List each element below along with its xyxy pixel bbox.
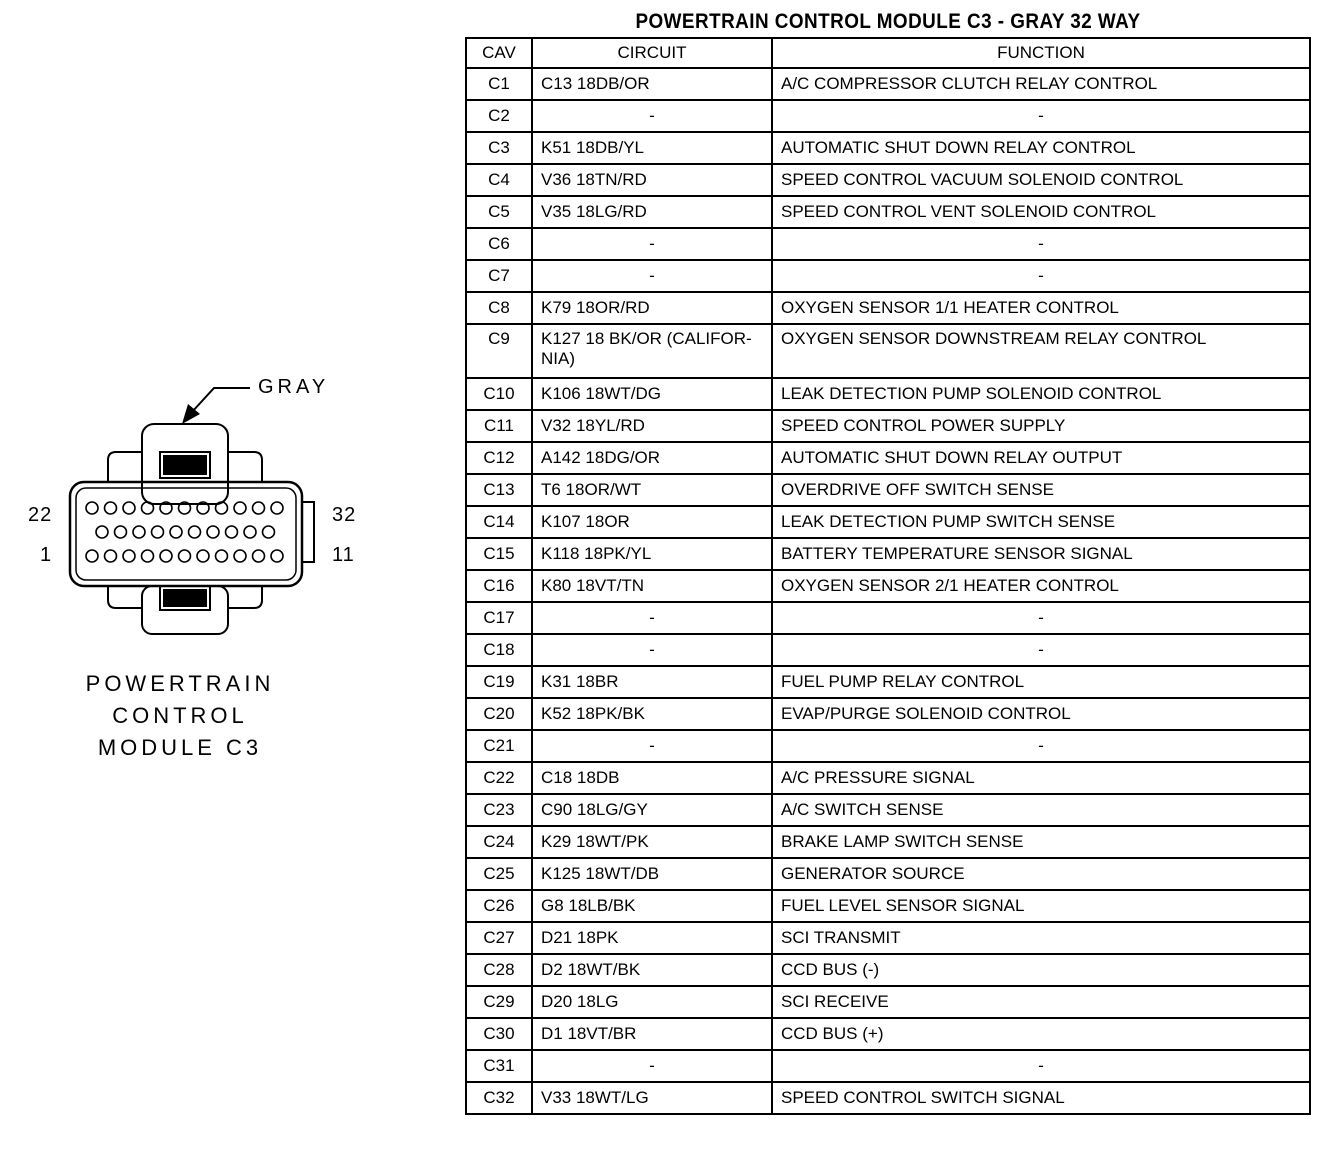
circuit-cell: D21 18PK [532,922,772,954]
circuit-cell: K106 18WT/DG [532,378,772,410]
cav-cell: C6 [466,228,532,260]
connector-pin [226,526,238,538]
function-cell: - [772,602,1310,634]
cav-cell: C23 [466,794,532,826]
circuit-cell: - [532,228,772,260]
circuit-cell: K29 18WT/PK [532,826,772,858]
function-cell: SCI RECEIVE [772,986,1310,1018]
cav-cell: C32 [466,1082,532,1114]
circuit-cell: K79 18OR/RD [532,292,772,324]
table-row [466,762,1310,794]
circuit-cell: K118 18PK/YL [532,538,772,570]
connector-pin [142,502,154,514]
circuit-cell: - [532,100,772,132]
circuit-cell: T6 18OR/WT [532,474,772,506]
cav-cell: C31 [466,1050,532,1082]
cav-cell: C26 [466,890,532,922]
cav-cell: C30 [466,1018,532,1050]
connector-pin [263,526,275,538]
cav-cell: C15 [466,538,532,570]
connector-pin [189,526,201,538]
caption-line: CONTROL [112,703,248,728]
table-row [466,132,1310,164]
cav-cell: C24 [466,826,532,858]
connector-pin [170,526,182,538]
table-row [466,570,1310,602]
cav-cell: C1 [466,68,532,100]
function-cell: - [772,228,1310,260]
connector-pin [234,502,246,514]
table-row [466,1050,1310,1082]
table-row [466,410,1310,442]
circuit-cell: - [532,602,772,634]
table-row [466,474,1310,506]
table-row [466,68,1310,100]
cav-cell: C2 [466,100,532,132]
function-cell: SPEED CONTROL VENT SOLENOID CONTROL [772,196,1310,228]
cav-cell: C9 [466,324,532,378]
circuit-cell: - [532,730,772,762]
cav-cell: C17 [466,602,532,634]
circuit-cell: V36 18TN/RD [532,164,772,196]
circuit-cell: V33 18WT/LG [532,1082,772,1114]
cav-cell: C29 [466,986,532,1018]
cav-cell: C7 [466,260,532,292]
caption-line: MODULE C3 [97,735,263,760]
cav-cell: C28 [466,954,532,986]
connector-diagram [0,360,440,780]
function-cell: EVAP/PURGE SOLENOID CONTROL [772,698,1310,730]
table-body [466,68,1310,1114]
cav-cell: C25 [466,858,532,890]
cav-cell: C12 [466,442,532,474]
connector-pin [142,550,154,562]
table-row [466,858,1310,890]
function-cell: CCD BUS (-) [772,954,1310,986]
cav-cell: C20 [466,698,532,730]
circuit-cell: D2 18WT/BK [532,954,772,986]
function-cell: SPEED CONTROL VACUUM SOLENOID CONTROL [772,164,1310,196]
cav-cell: C4 [466,164,532,196]
cav-cell: C18 [466,634,532,666]
circuit-cell: K52 18PK/BK [532,698,772,730]
table-row [466,730,1310,762]
connector-caption [60,668,300,764]
table-row [466,442,1310,474]
cav-cell: C22 [466,762,532,794]
function-cell: LEAK DETECTION PUMP SWITCH SENSE [772,506,1310,538]
table-row [466,1018,1310,1050]
circuit-cell: A142 18DG/OR [532,442,772,474]
connector-pin [271,502,283,514]
table-row [466,954,1310,986]
table-row [466,634,1310,666]
header-function: FUNCTION [772,38,1310,68]
table-row [466,378,1310,410]
circuit-cell: K125 18WT/DB [532,858,772,890]
function-cell: A/C PRESSURE SIGNAL [772,762,1310,794]
circuit-cell: D1 18VT/BR [532,1018,772,1050]
circuit-cell: V35 18LG/RD [532,196,772,228]
connector-pin [253,502,265,514]
connector-pin [197,550,209,562]
table-row [466,324,1310,378]
connector-color-label: GRAY [258,376,330,398]
cav-cell: C3 [466,132,532,164]
pin-label-11: 11 [332,544,355,566]
cav-cell: C11 [466,410,532,442]
function-cell: - [772,260,1310,292]
table-row [466,890,1310,922]
connector-pin [216,550,228,562]
table-row [466,164,1310,196]
function-cell: SCI TRANSMIT [772,922,1310,954]
connector-pin [133,526,145,538]
connector-pin [253,550,265,562]
function-cell: SPEED CONTROL SWITCH SIGNAL [772,1082,1310,1114]
circuit-cell: C90 18LG/GY [532,794,772,826]
function-cell: OXYGEN SENSOR 2/1 HEATER CONTROL [772,570,1310,602]
pin-label-32: 32 [332,504,357,526]
function-cell: LEAK DETECTION PUMP SOLENOID CONTROL [772,378,1310,410]
table-row [466,228,1310,260]
table-header-row [466,38,1310,68]
pin-label-22: 22 [28,504,53,526]
connector-pin [179,550,191,562]
cav-cell: C5 [466,196,532,228]
cav-cell: C14 [466,506,532,538]
connector-pin [123,502,135,514]
function-cell: CCD BUS (+) [772,1018,1310,1050]
caption-line: POWERTRAIN [85,671,275,696]
connector-pin [115,526,127,538]
header-circuit: CIRCUIT [532,38,772,68]
cav-cell: C21 [466,730,532,762]
connector-pin [105,550,117,562]
connector-pin [86,502,98,514]
function-cell: BRAKE LAMP SWITCH SENSE [772,826,1310,858]
circuit-cell: - [532,1050,772,1082]
connector-pin [96,526,108,538]
connector-pin [105,502,117,514]
connector-pin [271,550,283,562]
table-title: POWERTRAIN CONTROL MODULE C3 - GRAY 32 WAY [635,10,1141,33]
cav-cell: C8 [466,292,532,324]
circuit-cell: K80 18VT/TN [532,570,772,602]
connector-drawing [0,360,440,660]
function-cell: FUEL LEVEL SENSOR SIGNAL [772,890,1310,922]
connector-pin [152,526,164,538]
table-row [466,666,1310,698]
function-cell: - [772,1050,1310,1082]
function-cell: OXYGEN SENSOR 1/1 HEATER CONTROL [772,292,1310,324]
table-row [466,826,1310,858]
function-cell: A/C SWITCH SENSE [772,794,1310,826]
circuit-cell: - [532,634,772,666]
table-row [466,986,1310,1018]
table-row [466,698,1310,730]
table-row [466,538,1310,570]
connector-pin [123,550,135,562]
circuit-cell: G8 18LB/BK [532,890,772,922]
table-row [466,506,1310,538]
function-cell: BATTERY TEMPERATURE SENSOR SIGNAL [772,538,1310,570]
circuit-cell: K127 18 BK/OR (CALIFOR-NIA) [532,324,772,378]
function-cell: - [772,100,1310,132]
function-cell: - [772,634,1310,666]
connector-pin [207,526,219,538]
cav-cell: C13 [466,474,532,506]
function-cell: A/C COMPRESSOR CLUTCH RELAY CONTROL [772,68,1310,100]
cav-cell: C16 [466,570,532,602]
circuit-cell: K31 18BR [532,666,772,698]
circuit-cell: V32 18YL/RD [532,410,772,442]
table-row [466,922,1310,954]
header-cav: CAV [466,38,532,68]
table-row [466,100,1310,132]
table-row [466,196,1310,228]
cav-cell: C19 [466,666,532,698]
circuit-cell: C18 18DB [532,762,772,794]
function-cell: AUTOMATIC SHUT DOWN RELAY CONTROL [772,132,1310,164]
circuit-cell: K51 18DB/YL [532,132,772,164]
function-cell: - [772,730,1310,762]
circuit-cell: D20 18LG [532,986,772,1018]
table-row [466,794,1310,826]
function-cell: GENERATOR SOURCE [772,858,1310,890]
pin-table [465,37,1311,1115]
connector-pin [160,550,172,562]
function-cell: OVERDRIVE OFF SWITCH SENSE [772,474,1310,506]
cav-cell: C10 [466,378,532,410]
table-row [466,260,1310,292]
table-row [466,602,1310,634]
connector-pin [234,550,246,562]
table-row [466,1082,1310,1114]
connector-pin [244,526,256,538]
function-cell: OXYGEN SENSOR DOWNSTREAM RELAY CONTROL [772,324,1310,378]
pin-label-1: 1 [40,544,53,566]
function-cell: FUEL PUMP RELAY CONTROL [772,666,1310,698]
cav-cell: C27 [466,922,532,954]
function-cell: SPEED CONTROL POWER SUPPLY [772,410,1310,442]
table-row [466,292,1310,324]
function-cell: AUTOMATIC SHUT DOWN RELAY OUTPUT [772,442,1310,474]
circuit-cell: C13 18DB/OR [532,68,772,100]
circuit-cell: K107 18OR [532,506,772,538]
connector-pin [86,550,98,562]
circuit-cell: - [532,260,772,292]
